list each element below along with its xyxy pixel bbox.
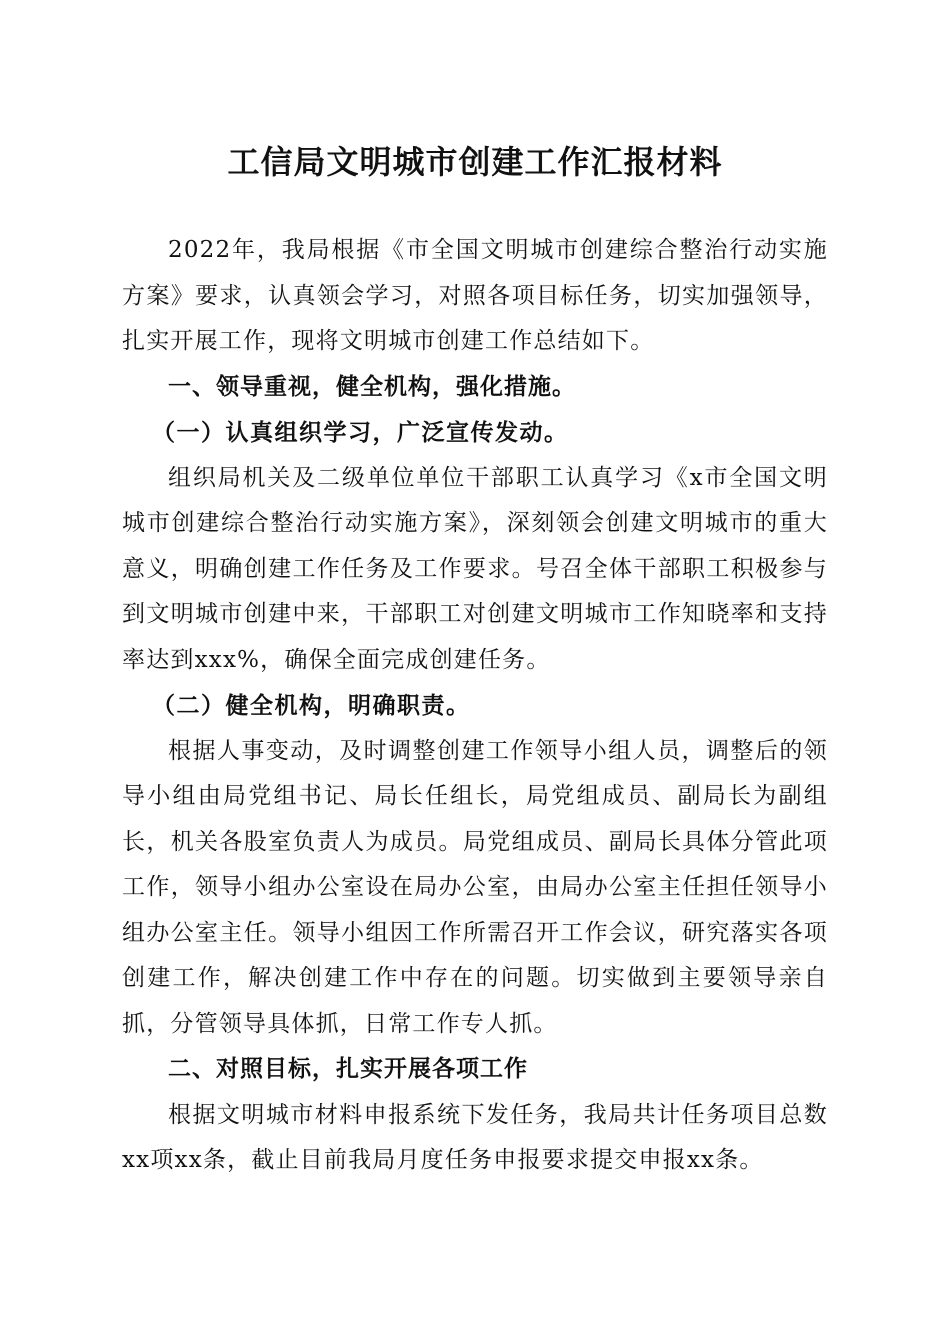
document-body bbox=[122, 228, 828, 1184]
section-2-paragraph: 根据文明城市材料申报系统下发任务，我局共计任务项目总数xx项xx条，截止目前我局月度任务申报要求提交申报xx条。 bbox=[122, 1101, 828, 1173]
subsection-1-heading: （一）认真组织学习，广泛宣传发动。 bbox=[152, 419, 569, 446]
subsection-2-paragraph: 根据人事变动，及时调整创建工作领导小组人员，调整后的领导小组由局党组书记、局长任组长，局党组成员、副局长为副组长，机关各股室负责人为成员。局党组成员、副局长具体分管此项工作，领导小组办公室设在局办公室，由局办公室主任担任领导小组办公室主任。领导小组因工作所需召开工作会议，研究落实各项创建工作，解决创建工作中存在的问题。切实做到主要领导亲自抓，分管领导具体抓，日常工作专人抓。 bbox=[122, 737, 828, 1037]
subsection-2-heading: （二）健全机构，明确职责。 bbox=[152, 692, 471, 719]
document-title: 工信局文明城市创建工作汇报材料 bbox=[227, 143, 723, 181]
section-1-heading: 一、领导重视，健全机构，强化措施。 bbox=[168, 373, 576, 400]
intro-paragraph: 2022年，我局根据《市全国文明城市创建综合整治行动实施方案》要求，认真领会学习，对照各项目标任务，切实加强领导，扎实开展工作，现将文明城市创建工作总结如下。 bbox=[122, 237, 828, 354]
section-2-heading: 二、对照目标，扎实开展各项工作 bbox=[168, 1056, 528, 1082]
subsection-1-paragraph: 组织局机关及二级单位单位干部职工认真学习《x市全国文明城市创建综合整治行动实施方案》，深刻领会创建文明城市的重大意义，明确创建工作任务及工作要求。号召全体干部职工积极参与到文明城市创建中来，干部职工对创建文明城市工作知晓率和支持率达到xxx%，确保全面完成创建任务。 bbox=[122, 464, 828, 673]
